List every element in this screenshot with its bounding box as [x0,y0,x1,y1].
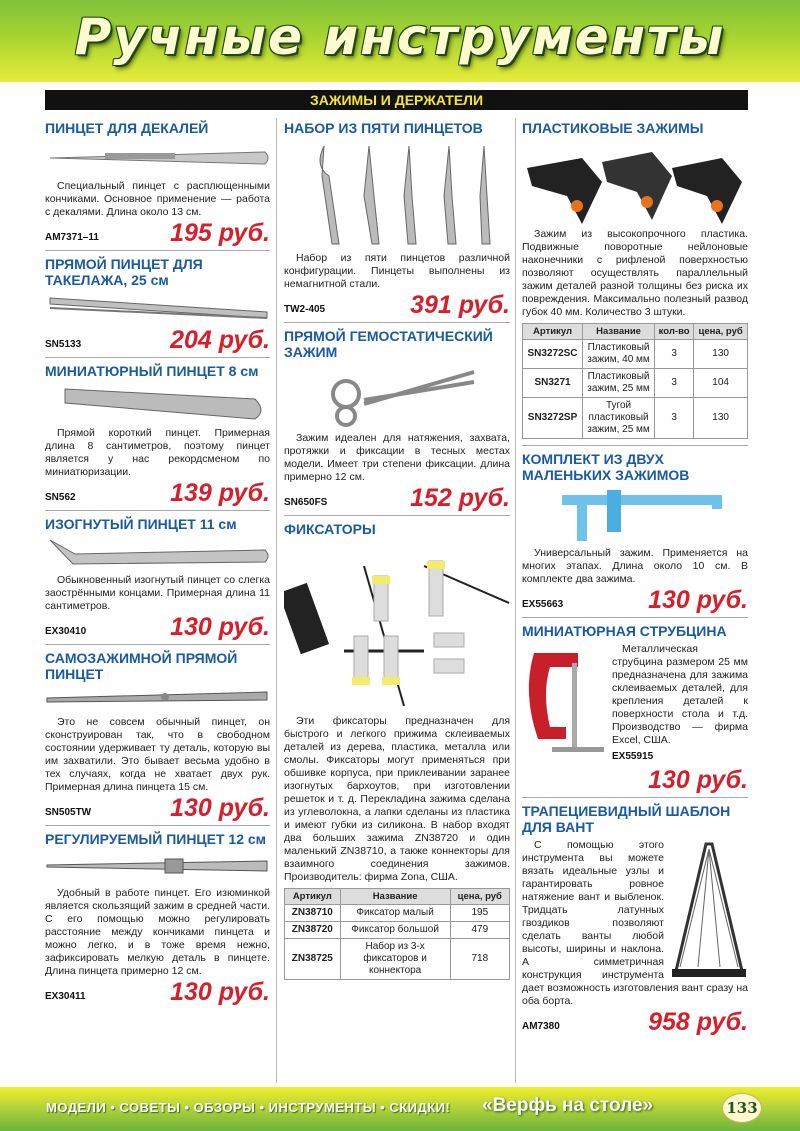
product-title: ПИНЦЕТ ДЛЯ ДЕКАЛЕЙ [45,120,209,136]
divider [284,515,510,516]
product-price: 130 руб. [170,613,270,641]
hemostat-image [284,364,510,428]
product-description: Это не совсем обычный пинцет, он сконструирован так, что в свободном состоянии удерживает ту деталь, которую вы им захватили. Это бывает весьма удобно в тех случаях, когда не хватает двух рук. Примерная длина пинцета 15 см. [45,716,270,793]
product-shroud-template [522,803,748,1036]
cell: SN3271 [523,369,583,398]
product-description: Эти фиксаторы предназначен для быстрого и легкого прижима склеиваемых деталей из дерева, пластика, металла или смолы. Фиксаторы могут применяться при обшивке корпуса, при приклеивании заранее изогнутых бархоутов, при изготовлении решеток и т. д. Перекладина зажима сделана из углеволокна, а лапки сделаны из пластика и имеют губки из силикона. В набор входят два больших зажима ZN38720 и один маленький ZN38710, а также коннекторы для взаимного соединения зажимов. Производитель: фирма Zona, США. [284,715,510,883]
column-header: цена, руб [694,324,748,340]
magazine-name: «Верфь на столе» [482,1095,654,1116]
product-title: КОМПЛЕКТ ИЗ ДВУХ МАЛЕНЬКИХ ЗАЖИМОВ [522,451,690,483]
column-header: Название [340,889,450,905]
product-price: 204 руб. [170,326,270,354]
product-title: ПЛАСТИКОВЫЕ ЗАЖИМЫ [522,120,704,136]
cell: Фиксатор малый [340,905,450,922]
cell: ZN38720 [285,922,341,939]
cell: 3 [655,369,694,398]
product-hemostat [284,328,510,512]
cell: 479 [450,922,509,939]
product-price: 139 руб. [170,479,270,507]
cell: 130 [694,340,748,369]
product-code: EX30410 [45,626,87,637]
table-row [523,398,748,439]
cell: Тугой пластиковый зажим, 25 мм [583,398,655,439]
product-description: С помощью этого инструмента вы можете вязать идеальные узлы и гарантировать ровное натяжение вант и выбленок. Тридцать латунных гвоздиков позволяют сделать ванты любой высоты, ширины и наклона. А симметричная конструкция инструмента дает возможность изготовления вант сразу на оба борта. [522,839,748,1007]
product-price: 152 руб. [410,484,510,512]
product-code: SN505TW [45,807,92,818]
product-fixators [284,521,510,980]
product-title: САМОЗАЖИМНОЙ ПРЯМОЙ ПИНЦЕТ [45,650,238,682]
tweezers-image [45,536,270,570]
table-row [285,939,510,980]
product-code: TW2-405 [284,304,326,315]
product-code: AM7380 [522,1021,560,1032]
product-mini-tweezers [45,363,270,507]
divider [522,617,748,618]
cell: SN3272SC [523,340,583,369]
cell: Набор из 3-х фиксаторов и коннектора [340,939,450,980]
product-price: 130 руб. [170,978,270,1006]
product-price: 391 руб. [410,291,510,319]
product-price: 958 руб. [648,1008,748,1036]
page-title: Ручные инструменты [74,8,726,66]
cell: Пластиковый зажим, 25 мм [583,369,655,398]
divider [45,510,270,511]
divider [522,797,748,798]
product-description: Удобный в работе пинцет. Его изюминкой является скользящий зажим в средней части. С его помощью можно регулировать расстояние между кончиками пинцета и можно легко, и в тоже время нежно, зафиксировать мелкую деталь в пинцете. Длина пинцета примерно 12 см. [45,887,270,977]
product-mini-c-clamp [522,623,748,794]
product-price: 195 руб. [170,219,270,247]
cell: 195 [450,905,509,922]
cell: 718 [450,939,509,980]
column-header: Артикул [523,324,583,340]
plastic-clamps-image [522,140,748,224]
page-number: 133 [722,1093,762,1123]
table-row [523,369,748,398]
product-description: Набор из пяти пинцетов различной конфигурации. Пинцеты выполнены из немагнитной стали. [284,252,510,290]
product-description: Универсальный зажим. Применяется на многих этапах. Длина около 10 см. В комплекте два зажима. [522,547,748,585]
cell: 3 [655,340,694,369]
cell: 104 [694,369,748,398]
product-decal-tweezers [45,120,270,247]
product-title: ИЗОГНУТЫЙ ПИНЦЕТ 11 см [45,516,237,532]
cell: Фиксатор большой [340,922,450,939]
table-row [285,922,510,939]
tweezers-image [45,292,270,322]
product-title: ТРАПЕЦИЕВИДНЫЙ ШАБЛОН ДЛЯ ВАНТ [522,803,731,835]
tweezers-image [45,383,270,423]
product-title: ПРЯМОЙ ПИНЦЕТ ДЛЯ ТАКЕЛАЖА, 25 см [45,256,203,288]
product-code: SN5133 [45,339,82,350]
cell: 130 [694,398,748,439]
product-code: EX30411 [45,991,86,1002]
product-description: Зажим из высокопрочного пластика. Подвижные поворотные нейлоновые наконечники с рифленой поверхностью позволяют осуществлять параллельный зажим деталей разной толщины без риска их повреждения. Максимально полезный развод губок 40 мм. Количество 3 штуки. [522,228,748,318]
product-adjustable-tweezers [45,831,270,1006]
fixators-table [284,888,510,980]
product-code: EX55915 [612,751,654,762]
page-footer [0,1087,800,1131]
product-price: 130 руб. [170,794,270,822]
cell: Пластиковый зажим, 40 мм [583,340,655,369]
product-title: РЕГУЛИРУЕМЫЙ ПИНЦЕТ 12 см [45,831,267,847]
tweezers-image [45,140,270,176]
product-price: 130 руб. [648,586,748,614]
table-row [285,905,510,922]
product-title: ПРЯМОЙ ГЕМОСТАТИЧЕСКИЙ ЗАЖИМ [284,328,493,360]
column-1 [45,120,270,1006]
column-2 [284,120,510,980]
product-code: SN562 [45,492,76,503]
product-two-small-clamps [522,451,748,614]
divider [45,644,270,645]
product-self-closing-tweezers [45,650,270,822]
product-description: Зажим идеален для натяжения, захвата, протяжки и фиксации в тесных местах модели. Имеет три степени фиксации. длина примерно 12 см. [284,432,510,483]
plastic-clamps-table [522,323,748,439]
column-header: цена, руб [450,889,509,905]
tweezers-image [45,851,270,883]
product-description: Прямой короткий пинцет. Примерная длина 8 сантиметров, поэтому пинцет является у нас рекордсменом по миниатюризации. [45,427,270,478]
tweezers-image [45,686,270,712]
cell: ZN38710 [285,905,341,922]
c-clamp-image [522,643,606,761]
column-header: кол-во [655,324,694,340]
product-rigging-tweezers [45,256,270,354]
column-header: Артикул [285,889,341,905]
product-title: МИНИАТЮРНЫЙ ПИНЦЕТ 8 см [45,363,259,379]
shroud-template-image [670,839,748,979]
product-price: 130 руб. [648,766,748,794]
column-divider [276,118,277,1083]
product-five-tweezers-set [284,120,510,319]
fixators-image [284,541,510,711]
product-description: Металлическая струбцина размером 25 мм предназначена для зажима склеиваемых деталей, для крепления деталей к поверхности стола и т.д. Производство — фирма Excel, США. [612,643,748,746]
section-title: ЗАЖИМЫ И ДЕРЖАТЕЛИ [45,90,748,110]
product-title: ФИКСАТОРЫ [284,521,376,537]
column-header: Название [583,324,655,340]
product-code: AM7371–11 [45,232,99,243]
product-code: SN650FS [284,497,328,508]
column-divider [515,118,516,1083]
column-3 [522,120,748,1036]
cell: SN3272SP [523,398,583,439]
divider [45,250,270,251]
product-description: Обыкновенный изогнутый пинцет со слегка заострёнными концами. Примерная длина 11 сантиметров. [45,574,270,612]
cell: ZN38725 [285,939,341,980]
product-code: EX55663 [522,599,564,610]
divider [45,357,270,358]
product-title: НАБОР ИЗ ПЯТИ ПИНЦЕТОВ [284,120,483,136]
blue-clamps-image [522,487,748,543]
product-description: Специальный пинцет с расплющенными кончиками. Основное применение — работа с декалями. Длина около 13 см. [45,180,270,218]
product-title: МИНИАТЮРНАЯ СТРУБЦИНА [522,623,727,639]
divider [45,825,270,826]
divider [522,445,748,446]
tweezers-set-image [284,140,510,248]
product-bent-tweezers [45,516,270,641]
divider [284,322,510,323]
cell: 3 [655,398,694,439]
table-row [523,340,748,369]
footer-tagline: МОДЕЛИ • СОВЕТЫ • ОБЗОРЫ • ИНСТРУМЕНТЫ • СКИДКИ! [46,1100,451,1115]
product-plastic-clamps [522,120,748,439]
page-header [0,0,800,82]
